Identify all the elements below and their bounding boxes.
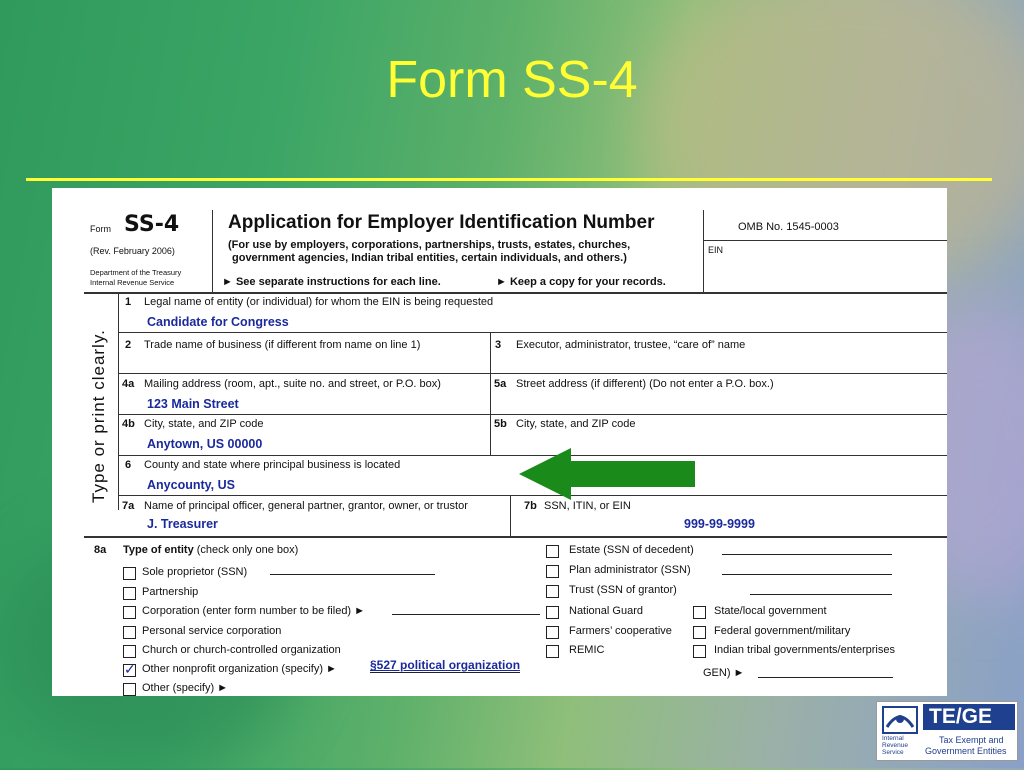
entity-checkbox[interactable] [693, 626, 706, 639]
line-3-label: Executor, administrator, trustee, “care of” name [516, 339, 746, 351]
entity-option-label: Trust (SSN of grantor) [569, 584, 677, 596]
line-number: 1 [125, 296, 132, 308]
line-number: 4a [122, 378, 135, 390]
ss4-form-image [52, 188, 947, 696]
agency: Internal Revenue Service [90, 278, 175, 287]
principal-officer-value: J. Treasurer [147, 517, 218, 531]
form-subtitle-2: government agencies, Indian tribal entities, certain individuals, and others.) [232, 252, 627, 264]
revision-date: (Rev. February 2006) [90, 246, 175, 256]
entity-option-label: Other nonprofit organization (specify) ► [142, 663, 337, 675]
entity-option-label: Personal service corporation [142, 625, 282, 637]
line-number: 5a [494, 378, 507, 390]
keep-copy: ► Keep a copy for your records. [496, 276, 666, 288]
entry-underline [750, 594, 892, 595]
entry-underline [270, 574, 435, 575]
line-number: 5b [494, 418, 507, 430]
entity-checkbox[interactable] [123, 567, 136, 580]
brand-name: TE/GE [929, 705, 993, 728]
line-number: 7a [122, 500, 135, 512]
form-word: Form [90, 224, 111, 234]
checkmark-icon: ✓ [124, 661, 136, 677]
line-number: 2 [125, 339, 132, 351]
title-underline [26, 178, 992, 181]
city-state-zip-value: Anytown, US 00000 [147, 437, 263, 451]
nonprofit-specify-value: §527 political organization [370, 658, 521, 672]
entity-checkbox[interactable] [693, 645, 706, 658]
line-number: 4b [122, 418, 135, 430]
entity-type-heading: Type of entity (check only one box) [123, 544, 299, 556]
entity-checkbox[interactable] [546, 645, 559, 658]
gen-tail-label: GEN) ► [703, 667, 745, 679]
entity-option-label: State/local government [714, 605, 827, 617]
agency-line: Service [882, 749, 904, 756]
see-instructions: ► See separate instructions for each line. [222, 276, 441, 288]
agency-line: Revenue [882, 742, 909, 749]
entity-option-label: Partnership [142, 586, 199, 598]
entity-checkbox[interactable] [546, 626, 559, 639]
entity-option-label: Corporation (enter form number to be filed) ► [142, 605, 366, 617]
entity-checkbox[interactable] [123, 626, 136, 639]
line-number: 8a [94, 544, 107, 556]
entity-option-label: Church or church-controlled organization [142, 644, 341, 656]
slide-title: Form SS-4 [386, 51, 638, 109]
ssn-value: 999-99-9999 [684, 517, 755, 531]
line-7b-label: SSN, ITIN, or EIN [544, 500, 631, 512]
form-subtitle-1: (For use by employers, corporations, partnerships, trusts, estates, churches, [228, 239, 631, 251]
entity-checkbox[interactable] [123, 645, 136, 658]
line-4b-label: City, state, and ZIP code [144, 418, 264, 430]
entity-option-label: Plan administrator (SSN) [569, 564, 691, 576]
line-number: 3 [495, 339, 502, 351]
agency-line: Internal [882, 735, 904, 742]
entity-checkbox[interactable] [693, 606, 706, 619]
entity-option-label: Estate (SSN of decedent) [569, 544, 694, 556]
line-6-label: County and state where principal business is located [144, 459, 401, 471]
legal-name-value: Candidate for Congress [147, 315, 289, 329]
line-1-label: Legal name of entity (or individual) for whom the EIN is being requested [144, 296, 494, 308]
entity-checkbox[interactable] [123, 661, 136, 677]
line-number: 7b [524, 500, 537, 512]
tege-logo [876, 701, 1018, 761]
entity-checkbox[interactable] [546, 585, 559, 598]
irs-eagle-icon [881, 705, 919, 735]
department: Department of the Treasury [90, 268, 182, 277]
entity-option-label: Other (specify) ► [142, 682, 229, 694]
line-5b-label: City, state, and ZIP code [516, 418, 636, 430]
entry-underline [392, 614, 540, 615]
line-2-label: Trade name of business (if different from name on line 1) [144, 339, 421, 351]
brand-tagline: Government Entities [925, 746, 1007, 756]
entity-option-label: Farmers’ cooperative [569, 625, 672, 637]
entity-option-label: REMIC [569, 644, 605, 656]
type-or-print-clearly-label: Type or print clearly. [89, 329, 108, 503]
entry-underline [370, 672, 520, 673]
entity-option-label: Federal government/military [714, 625, 851, 637]
line-5a-label: Street address (if different) (Do not enter a P.O. box.) [516, 378, 774, 390]
ein-label: EIN [708, 245, 724, 255]
entry-underline [722, 574, 892, 575]
omb-number: OMB No. 1545-0003 [738, 221, 839, 233]
entity-checkbox[interactable] [123, 587, 136, 600]
pointer-arrow-icon [519, 448, 695, 500]
form-main-title: Application for Employer Identification Number [228, 212, 655, 233]
entity-checkbox[interactable] [546, 565, 559, 578]
line-7a-label: Name of principal officer, general partner, grantor, owner, or trustor [144, 500, 468, 512]
line-number: 6 [125, 459, 132, 471]
entity-option-label: Indian tribal governments/enterprises [714, 644, 895, 656]
entry-underline [722, 554, 892, 555]
entity-option-label: National Guard [569, 605, 643, 617]
entity-checkbox[interactable] [123, 606, 136, 619]
entity-checkbox[interactable] [123, 683, 136, 696]
entity-checkbox[interactable] [546, 606, 559, 619]
entity-option-label: Sole proprietor (SSN) [142, 566, 248, 578]
entity-checkbox[interactable] [546, 545, 559, 558]
mailing-address-value: 123 Main Street [147, 397, 239, 411]
line-4a-label: Mailing address (room, apt., suite no. and street, or P.O. box) [144, 378, 441, 390]
form-number: SS-4 [124, 212, 180, 237]
brand-tagline: Tax Exempt and [939, 735, 1004, 745]
county-state-value: Anycounty, US [147, 478, 235, 492]
